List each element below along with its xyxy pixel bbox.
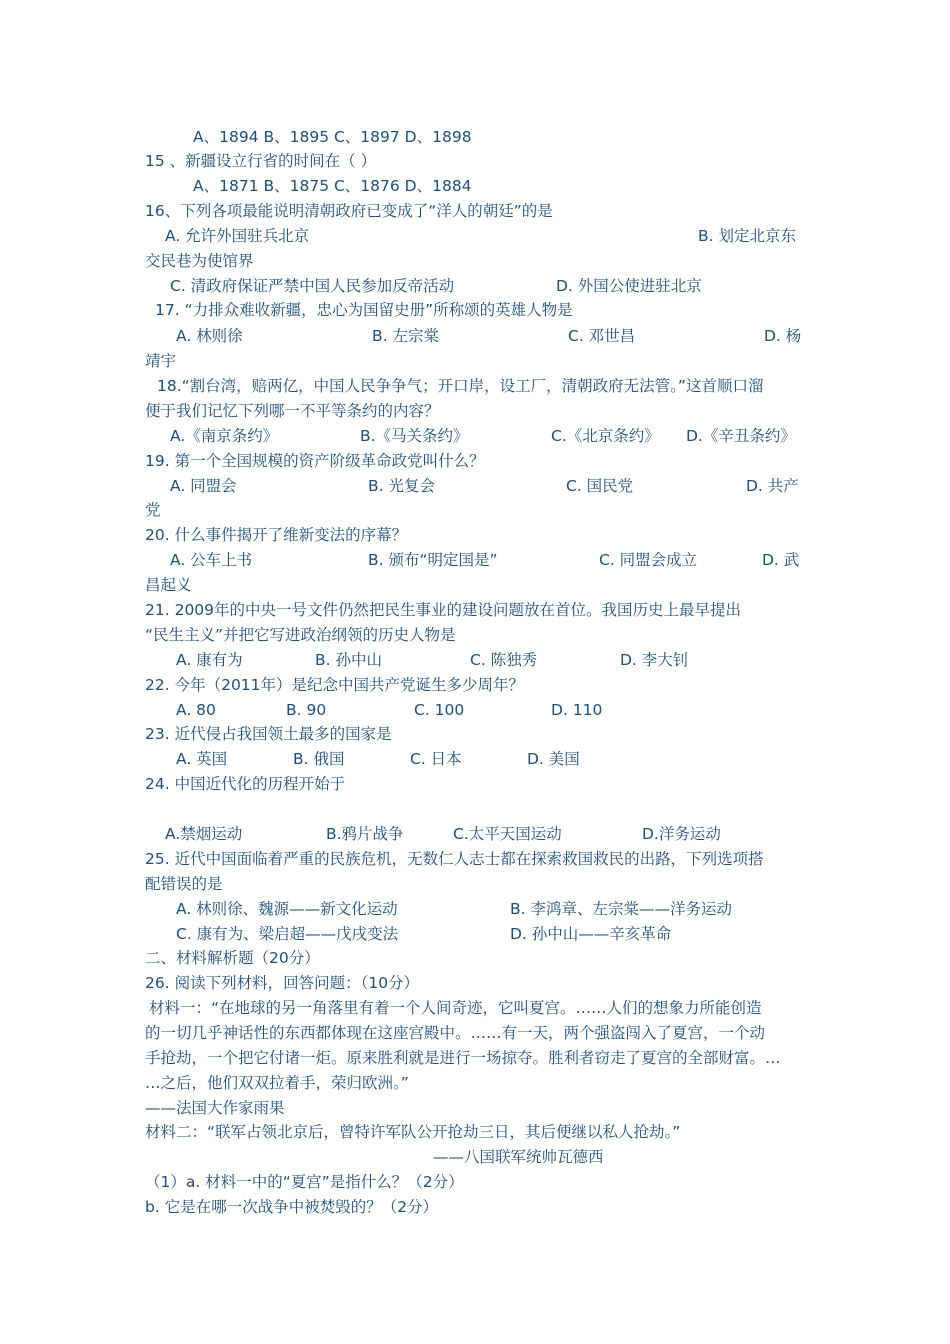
text-line: （1）a. 材料一中的“夏宫”是指什么？（2分） (145, 1173, 464, 1191)
text-line: B. 划定北京东 (698, 227, 796, 245)
text-line: 26. 阅读下列材料，回答问题：（10分） (145, 974, 420, 992)
text-line: A. 康有为 (176, 651, 243, 669)
text-line: B.《马关条约》 (360, 427, 469, 445)
text-line: A. 允许外国驻兵北京 (165, 227, 310, 245)
text-line: 19. 第一个全国规模的资产阶级革命政党叫什么？ (145, 452, 485, 470)
text-line: B. 孙中山 (315, 651, 382, 669)
text-line: D. 武 (762, 551, 800, 569)
text-line: 15 、新疆设立行省的时间在（ ） (145, 152, 377, 170)
text-line: A. 林则徐 (176, 327, 243, 345)
text-line: C. 100 (414, 701, 465, 719)
text-line: 手抢劫，一个把它付诸一炬。原来胜利就是进行一场掠夺。胜利者窃走了夏宫的全部财富。… (145, 1049, 781, 1067)
text-line: A. 英国 (176, 750, 228, 768)
text-line: A.《南京条约》 (170, 427, 279, 445)
text-line: 16、下列各项最能说明清朝政府已变成了“洋人的朝廷”的是 (145, 202, 553, 220)
text-line: C.《北京条约》 (551, 427, 660, 445)
text-line: 配错误的是 (145, 875, 223, 893)
text-line: C. 康有为、梁启超——戊戌变法 (176, 925, 399, 943)
text-line: A. 80 (176, 701, 216, 719)
text-line: B. 颁布“明定国是” (368, 551, 498, 569)
text-line: 二、材料解析题（20分） (145, 949, 320, 967)
text-line: “民生主义”并把它写进政治纲领的历史人物是 (145, 626, 456, 644)
text-line: D.洋务运动 (642, 825, 721, 843)
text-line: A、1871 B、1875 C、1876 D、1884 (193, 177, 472, 195)
text-line: 21. 2009年的中央一号文件仍然把民生事业的建设问题放在首位。我国历史上最早提出 (145, 601, 742, 619)
text-line: A.禁烟运动 (165, 825, 243, 843)
text-line: D. 共产 (746, 477, 799, 495)
text-line: D. 110 (551, 701, 603, 719)
text-line: B.鸦片战争 (326, 825, 404, 843)
text-line: 20. 什么事件揭开了维新变法的序幕？ (145, 526, 408, 544)
text-line: A. 林则徐、魏源——新文化运动 (176, 900, 398, 918)
text-line: B. 左宗棠 (372, 327, 439, 345)
text-line: 18.“割台湾，赔两亿，中国人民争争气；开口岸，设工厂，清朝政府无法管。”这首顺口溜 (157, 377, 764, 395)
text-line: 25. 近代中国面临着严重的民族危机，无数仁人志士都在探索救国救民的出路，下列选项搭 (145, 850, 764, 868)
text-line: B. 光复会 (368, 477, 435, 495)
text-line: ——法国大作家雨果 (145, 1099, 285, 1117)
text-line: C. 日本 (410, 750, 462, 768)
text-line: B. 李鸿章、左宗棠——洋务运动 (510, 900, 732, 918)
text-line: D. 李大钊 (620, 651, 689, 669)
text-line: 便于我们记忆下列哪一不平等条约的内容？ (145, 402, 440, 420)
text-line: 交民巷为使馆界 (145, 252, 254, 270)
text-line: D.《辛丑条约》 (686, 427, 796, 445)
text-line: A、1894 B、1895 C、1897 D、1898 (193, 128, 472, 146)
text-line: 22. 今年（2011年）是纪念中国共产党诞生多少周年？ (145, 676, 525, 694)
text-line: D. 孙中山——辛亥革命 (510, 925, 672, 943)
text-line: C. 邓世昌 (568, 327, 636, 345)
text-line: D. 美国 (527, 750, 580, 768)
text-line: D. 外国公使进驻北京 (556, 277, 702, 295)
text-line: A. 公车上书 (170, 551, 253, 569)
text-line: b. 它是在哪一次战争中被焚毁的？（2分） (145, 1198, 439, 1216)
text-line: 24. 中国近代化的历程开始于 (145, 775, 346, 793)
text-line: C. 陈独秀 (470, 651, 538, 669)
text-line: 17. “力排众难收新疆，忠心为国留史册”所称颂的英雄人物是 (155, 301, 573, 319)
text-line: 材料二：“联军占领北京后，曾特许军队公开抢劫三日，其后便继以私人抢劫。” (145, 1123, 681, 1141)
text-line: 党 (145, 501, 161, 519)
text-line: C. 同盟会成立 (599, 551, 698, 569)
text-line: 靖宇 (145, 352, 177, 370)
text-line: C. 清政府保证严禁中国人民参加反帝活动 (170, 277, 455, 295)
text-line: 23. 近代侵占我国领土最多的国家是 (145, 725, 392, 743)
text-line: C.太平天国运动 (453, 825, 562, 843)
text-line: C. 国民党 (566, 477, 634, 495)
text-line: B. 俄国 (293, 750, 345, 768)
text-line: 的一切几乎神话性的东西都体现在这座宫殿中。……有一天，两个强盗闯入了夏宫，一个动 (145, 1024, 766, 1042)
text-line: A. 同盟会 (170, 477, 237, 495)
text-line: 材料一：“在地球的另一角落里有着一个人间奇迹，它叫夏宫。……人们的想象力所能创造 (149, 999, 762, 1017)
text-line: B. 90 (286, 701, 327, 719)
text-line: ——八国联军统帅瓦德西 (433, 1148, 604, 1166)
text-line: 昌起义 (145, 576, 192, 594)
text-line: …之后，他们双双拉着手，荣归欧洲。” (145, 1074, 409, 1092)
text-line: D. 杨 (764, 327, 802, 345)
